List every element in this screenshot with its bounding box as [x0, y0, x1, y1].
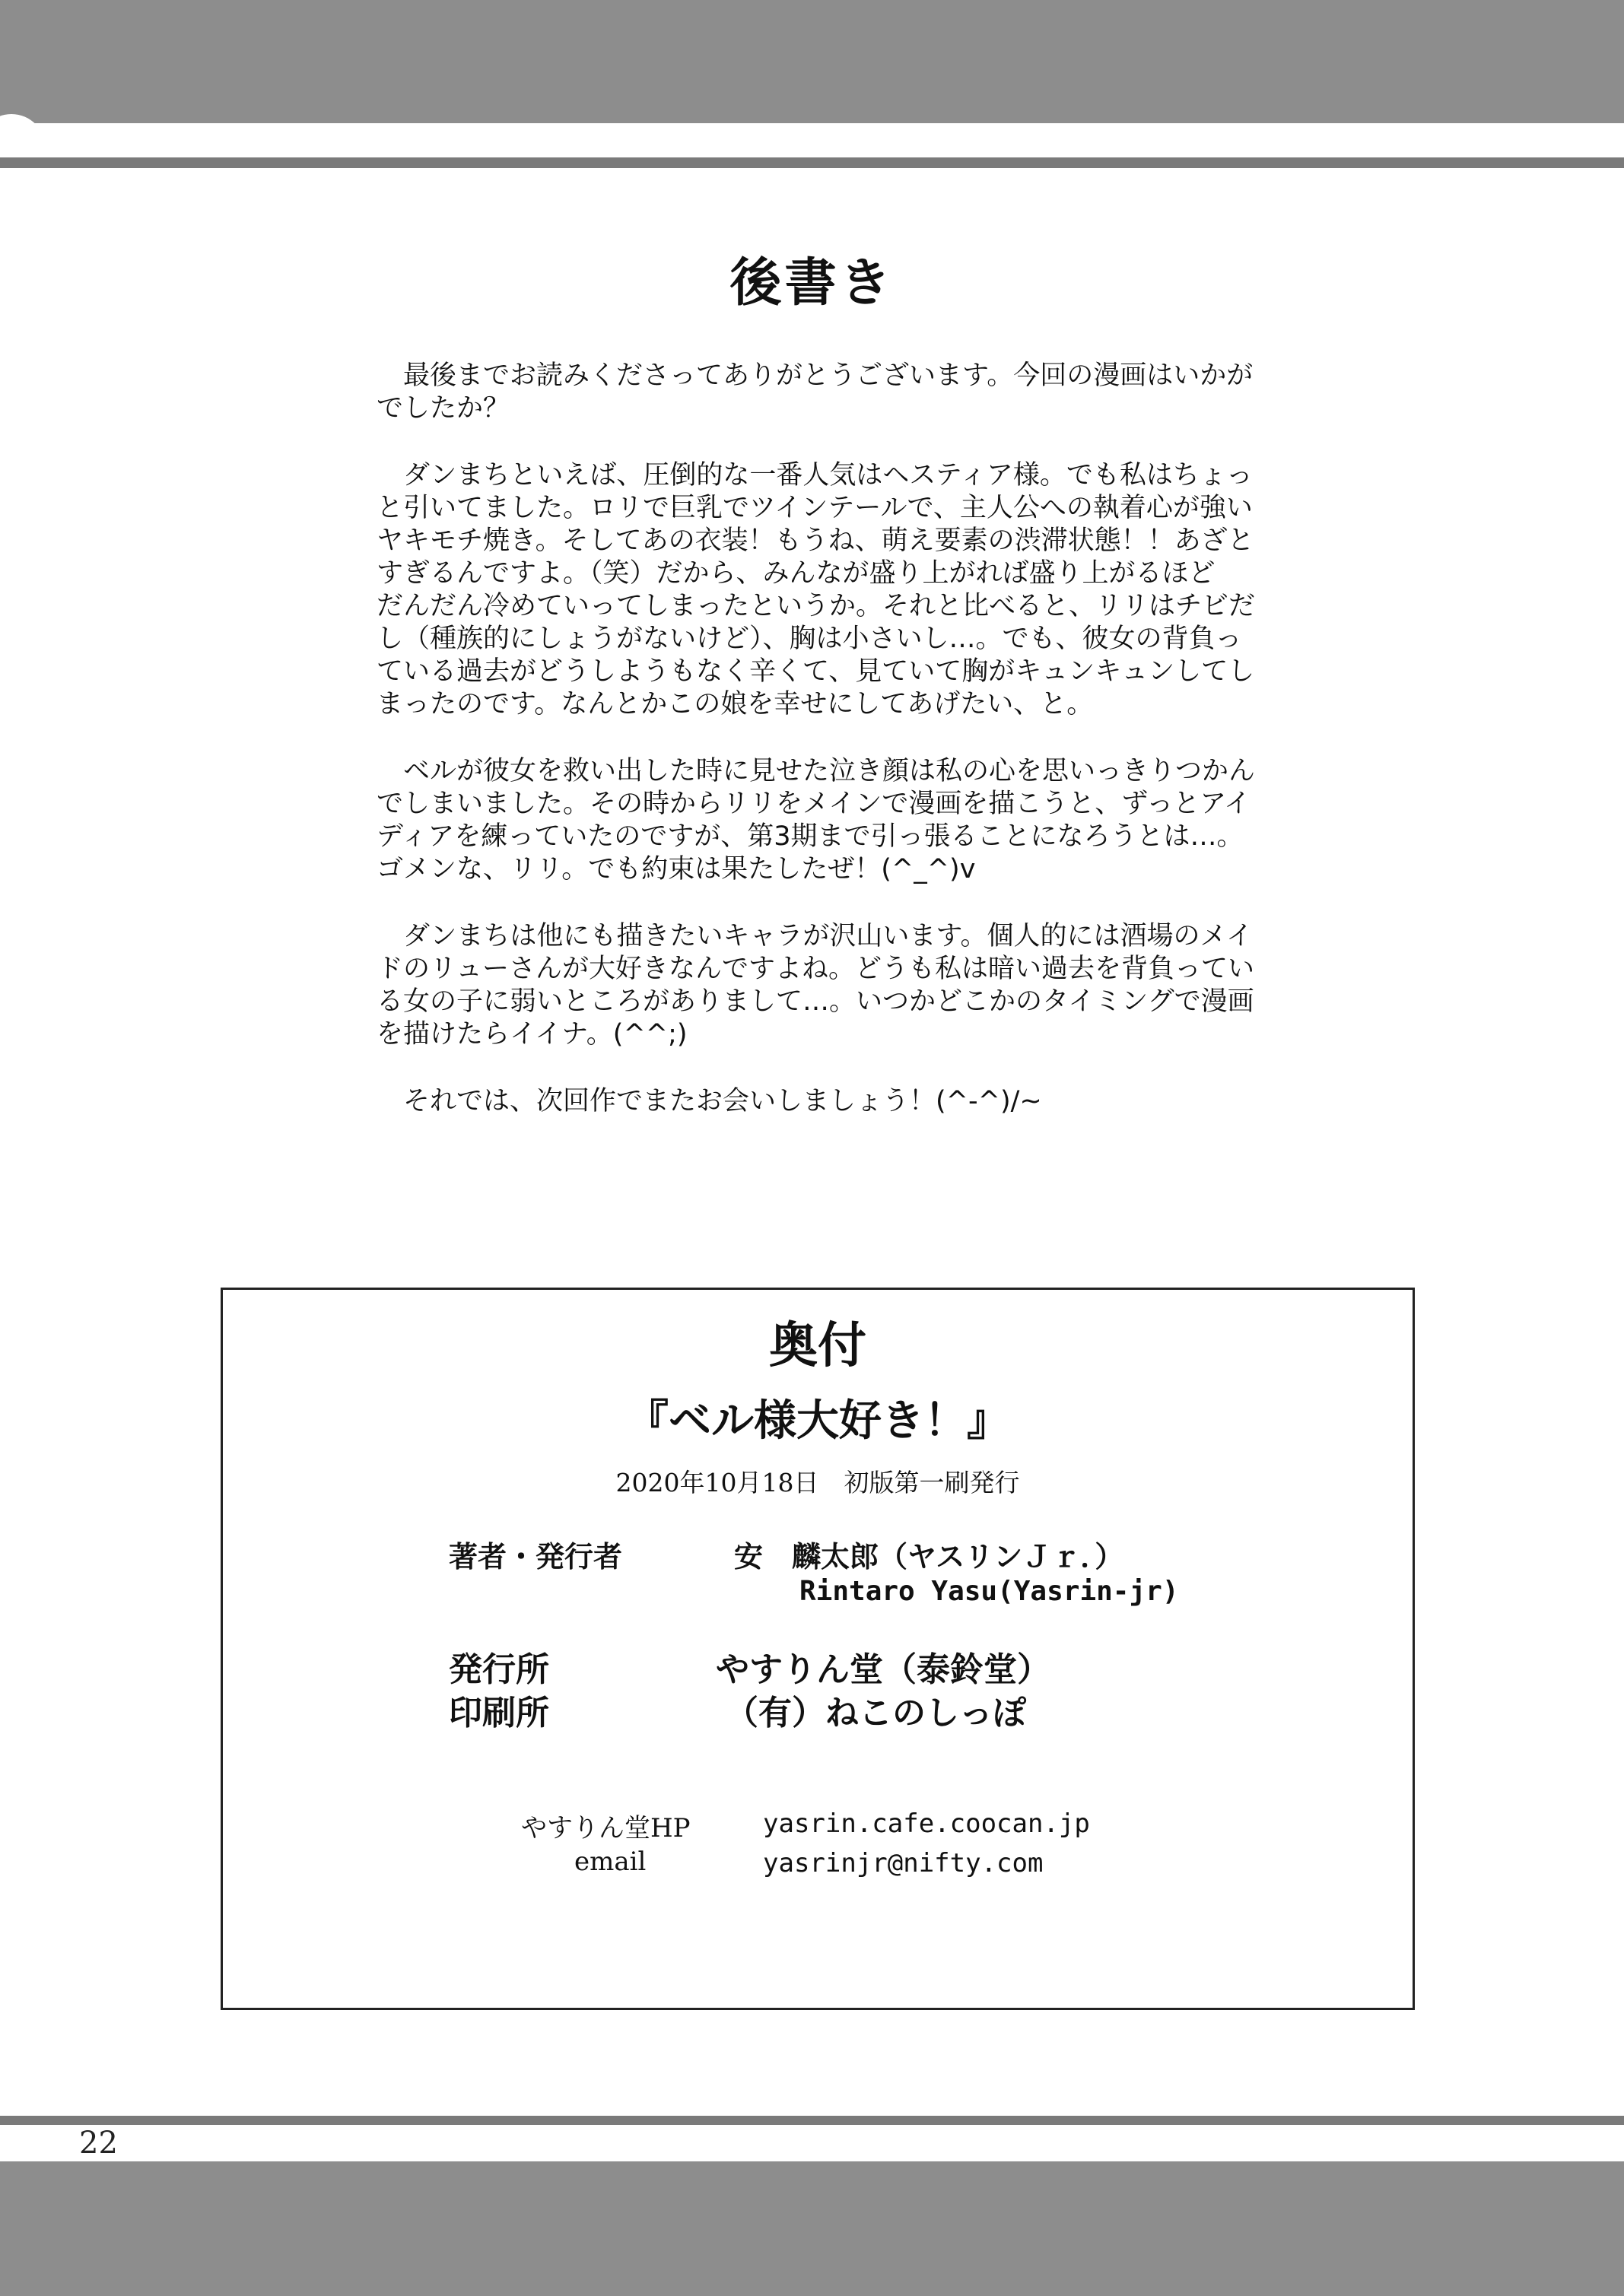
publication-date: 2020年10月18日 初版第一刷発行: [615, 1468, 1020, 1497]
printer-label: 印刷所: [449, 1694, 549, 1732]
colophon-title: 奥付: [769, 1318, 866, 1374]
email-label: email: [574, 1847, 647, 1877]
bottom-rule: [0, 2116, 1624, 2125]
top-rule: [0, 157, 1624, 168]
homepage-url: yasrin.cafe.coocan.jp: [763, 1809, 1090, 1839]
bottom-gray-band: [0, 2161, 1624, 2296]
printer-name: （有）ねこのしっぽ: [725, 1694, 1026, 1732]
publisher-name: やすりん堂（泰鈴堂）: [716, 1650, 1050, 1689]
author-label: 著者・発行者: [449, 1540, 623, 1574]
publisher-label: 発行所: [449, 1650, 549, 1689]
top-gray-band: [0, 0, 1624, 123]
homepage-label: やすりん堂HP: [521, 1813, 691, 1843]
afterword-body: [377, 360, 1343, 1152]
email-address: yasrinjr@nifty.com: [763, 1848, 1044, 1878]
afterword-paragraph-5: それでは、次回作でまたお会いしましょう！(^-^)/~: [377, 1086, 1042, 1116]
book-title: 『ベル様大好き！』: [626, 1396, 1009, 1446]
afterword-title: 後書き: [729, 253, 895, 313]
afterword-paragraph-3: ベルが彼女を救い出した時に見せた泣き顔は私の心を思いっきりつかん でしまいました。その時からリリをメインで漫画を描こうと、ずっとアイ ディアを練っていたのですが、第3期まで引っ張ることになろうとは…。 ゴメンな、リリ。でも約束は果たしたぜ！(^_^)v: [377, 756, 1256, 884]
afterword-paragraph-4: ダンまちは他にも描きたいキャラが沢山います。個人的には酒場のメイ ドのリューさんが大好きなんですよね。どうも私は暗い過去を背負ってい る女の子に弱いところがありまして…。いつかどこかのタイミングで漫画 を描けたらイイナ。(^^;): [377, 921, 1254, 1050]
page-number: 22: [79, 2126, 118, 2161]
colophon-box: [221, 1288, 1415, 2010]
author-name: 安 麟太郎（ヤスリンＪｒ．）: [734, 1540, 1124, 1574]
afterword-paragraph-1: 最後までお読みくださってありがとうございます。今回の漫画はいかが でしたか？: [377, 360, 1254, 424]
afterword-paragraph-2: ダンまちといえば、圧倒的な一番人気はヘスティア様。でも私はちょっ と引いてました。ロリで巨乳でツインテールで、主人公への執着心が強い ヤキモチ焼き。そしてあの衣装！もうね、萌え要素の渋滞状態！！あざと すぎるんですよ。（笑）だから、みんなが盛り上がれば盛り上がるほど だんだん冷めていってしまったというか。それと比べると、リリはチビだ し（種族的にしょうがないけど）、胸は小さいし…。でも、彼女の背負っ ている過去がどうしようもなく辛くて、見ていて胸がキュンキュンしてし まったのです。なんとかこの娘を幸せにしてあげたい、と。: [377, 460, 1256, 719]
author-roman-name: Rintaro Yasu(Yasrin-jr): [799, 1576, 1179, 1607]
